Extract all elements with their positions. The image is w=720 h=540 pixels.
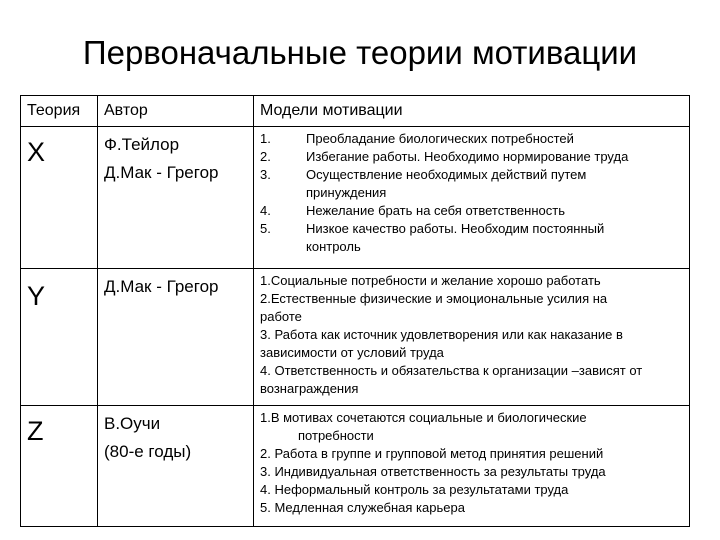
theory-x: X	[21, 127, 98, 269]
author-name: В.Оучи	[104, 414, 161, 433]
table-row-y	[21, 269, 690, 406]
list-item: 2. Избегание работы. Необходимо нормирование труда	[260, 149, 629, 164]
list-item: 3. Осуществление необходимых действий путем принуждения	[260, 167, 587, 200]
table-header-row	[21, 96, 690, 127]
author-name: Д.Мак - Грегор	[104, 163, 219, 182]
list-item: 2. Работа в группе и групповой метод принятия решений	[260, 446, 604, 461]
list-item: 1. Преобладание биологических потребностей	[260, 131, 574, 146]
models-cell-x	[254, 127, 690, 269]
list-item: 3. Работа как источник удовлетворения или как наказание в	[260, 327, 623, 342]
author-note: (80-е годы)	[104, 442, 192, 461]
author-cell-y	[98, 269, 254, 406]
models-cell-z	[254, 406, 690, 527]
list-item: 2.Естественные физические и эмоциональные усилия на	[260, 291, 608, 306]
list-item: 4. Нежелание брать на себя ответственность	[260, 203, 565, 218]
theory-y: Y	[21, 269, 98, 406]
list-item-cont: зависимости от условий труда	[260, 345, 444, 360]
list-item: 5. Низкое качество работы. Необходим постоянный контроль	[260, 221, 605, 254]
header-author: Автор	[98, 96, 254, 127]
list-item-cont: работе	[260, 309, 302, 324]
table-row-x	[21, 127, 690, 269]
table-row-z	[21, 406, 690, 527]
list-item: 5. Медленная служебная карьера	[260, 500, 465, 515]
list-item-cont: потребности	[298, 428, 374, 443]
list-item: 1.В мотивах сочетаются социальные и биологические	[260, 410, 587, 425]
header-theory: Теория	[21, 96, 98, 127]
author-cell-x	[98, 127, 254, 269]
list-item: 4. Неформальный контроль за результатами труда	[260, 482, 569, 497]
models-cell-y	[254, 269, 690, 406]
author-name: Д.Мак - Грегор	[104, 277, 219, 296]
slide-title: Первоначальные теории мотивации	[82, 34, 638, 71]
header-models: Модели мотивации	[254, 96, 690, 127]
motivation-theories-table	[20, 95, 690, 527]
list-item: 4. Ответственность и обязательства к организации –зависят от	[260, 363, 643, 378]
author-name: Ф.Тейлор	[104, 135, 180, 154]
list-item-cont: вознаграждения	[260, 381, 359, 396]
author-cell-z	[98, 406, 254, 527]
list-item: 1.Социальные потребности и желание хорошо работать	[260, 273, 601, 288]
theory-z: Z	[21, 406, 98, 527]
list-item: 3. Индивидуальная ответственность за результаты труда	[260, 464, 606, 479]
